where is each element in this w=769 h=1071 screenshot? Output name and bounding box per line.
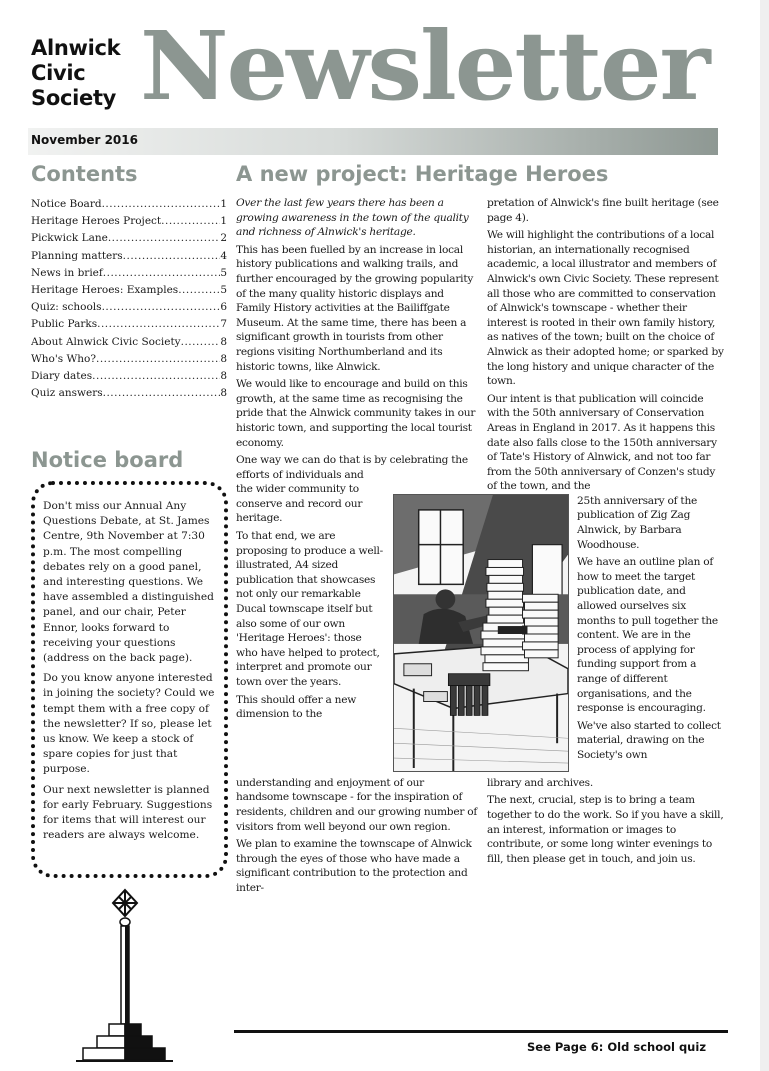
contents-item-title: Planning matters <box>31 249 123 262</box>
society-name-line: Alnwick <box>31 36 121 60</box>
leader-dots <box>108 230 221 247</box>
contents-item-page: 1 <box>220 215 227 228</box>
attic-study-illustration-icon <box>393 494 569 772</box>
article-wrap-around-image <box>577 494 727 763</box>
issue-date: November 2016 <box>31 133 138 147</box>
article-paragraph: Our intent is that publication will coincide with the 50th anniversary of Conservation Areas in England in 2017. As it happens this date also falls close to the 150th anniversary of Tate's History of Alnwick, and not too far from the 50th anniversary of Conzen's study of the town, and the <box>487 392 717 493</box>
contents-item-page: 8 <box>220 370 227 383</box>
contents-item-title: Diary dates <box>31 370 93 383</box>
contents-item-page: 4 <box>220 249 227 262</box>
contents-heading: Contents <box>31 162 138 186</box>
contents-item[interactable] <box>31 368 227 385</box>
article-paragraph: We would like to encourage and build on this growth, at the same time as recognising the pride that the Alnwick community takes in our historic town, and supporting the local tourist economy. <box>236 378 476 449</box>
contents-item[interactable] <box>31 334 227 351</box>
article-paragraph: We have an outline plan of how to meet the target publication date, and allowed ourselves six months to pull together the content. We are in the process of applying for funding support from a range of different organisations, and the response is encouraging. <box>577 556 718 715</box>
article-paragraph: pretation of Alnwick's fine built heritage (see page 4). <box>487 197 719 224</box>
newsletter-title: Newsletter <box>140 11 709 122</box>
leader-dots <box>161 213 220 230</box>
contents-item-page: 6 <box>220 301 227 314</box>
article-paragraph: library and archives. <box>487 776 593 789</box>
contents-item-title: Who's Who? <box>31 352 96 365</box>
contents-item-title: News in brief <box>31 266 103 279</box>
contents-item[interactable] <box>31 299 227 316</box>
article-paragraph: We plan to examine the townscape of Alnwick through the eyes of those who have made a significant contribution to the protection and inter- <box>236 838 472 895</box>
notice-paragraph: Our next newsletter is planned for early February. Suggestions for items that will interest our readers are always welcome. <box>43 783 213 842</box>
leader-dots <box>103 265 221 282</box>
contents-item[interactable] <box>31 385 227 402</box>
article-paragraph: This should offer a new dimension to the <box>236 693 357 721</box>
article-paragraph: The next, crucial, step is to bring a team together to do the work. So if you have a skill, an interest, information or images to contribute, or some long winter evenings to fill, then please get in touch, and join us. <box>487 794 724 865</box>
leader-dots <box>102 299 221 316</box>
footer-see-page-link[interactable]: See Page 6: Old school quiz <box>527 1040 707 1054</box>
contents-item-title: Pickwick Lane <box>31 232 108 245</box>
contents-item-page: 2 <box>220 232 227 245</box>
leader-dots <box>97 316 220 333</box>
article-paragraph: To that end, we are proposing to produce a well-illustrated, A4 sized publication that showcases not only our remarkable Ducal townscape itself but also some of our own 'Heritage Heroes': those who have helped to protect, interpret and promote our town over the years. <box>236 530 383 688</box>
article-paragraph: 25th anniversary of the publication of Zig Zag Alnwick, by Barbara Woodhouse. <box>577 494 698 551</box>
date-bar <box>28 128 718 155</box>
article-paragraph: We will highlight the contributions of a local historian, an internationally recognised academic, a local illustrator and members of Alnwick's own Civic Society. These represent all those who are committed to conservation of Alnwick's townscape - whether their interest is rooted in their own family history, as natives of the town; built on the choice of Alnwick as their adopted home; or sparked by the long history and unique character of the town. <box>487 229 724 388</box>
article-intro: Over the last few years there has been a growing awareness in the town of the quality and richness of Alnwick's heritage. <box>236 197 469 239</box>
contents-item[interactable] <box>31 265 227 282</box>
contents-item-title: Public Parks <box>31 318 98 331</box>
contents-item[interactable] <box>31 351 227 368</box>
notice-paragraph: Do you know anyone interested in joining the society? Could we tempt them with a free copy of the newsletter? If so, please let us know. We keep a stock of spare copies for just that purpose. <box>43 672 215 776</box>
article-paragraph: We've also started to collect material, drawing on the Society's own <box>577 719 721 761</box>
leader-dots <box>92 368 220 385</box>
leader-dots <box>178 282 220 299</box>
leader-dots <box>96 351 220 368</box>
contents-item-page: 8 <box>220 335 227 348</box>
society-name-line: Society <box>31 86 117 110</box>
contents-item-title: Heritage Heroes Project <box>31 215 162 228</box>
article-paragraph: This has been fuelled by an increase in local history publications and walking trails, and further encouraged by the growing popularity of the many quality historic displays and Family History activities at the Bailiffgate Museum. At the same time, there has been a significant growth in tourists from other regions visiting Northumberland and its historic towns, like Alnwick. <box>236 243 474 373</box>
contents-item[interactable] <box>31 282 227 299</box>
contents-item-page: 7 <box>220 318 227 331</box>
notice-board-heading: Notice board <box>31 448 184 472</box>
contents-item-page: 5 <box>220 266 227 279</box>
contents-list <box>31 196 227 402</box>
article-paragraph: the wider community to conserve and record our heritage. <box>236 483 363 525</box>
society-name-line: Civic <box>31 61 86 85</box>
contents-item[interactable] <box>31 316 227 333</box>
leader-dots <box>181 334 221 351</box>
society-name <box>31 36 120 111</box>
contents-item-title: About Alnwick Civic Society <box>31 335 181 348</box>
leader-dots <box>102 196 221 213</box>
page-edge-strip <box>760 0 769 1071</box>
contents-item-page: 1 <box>220 198 227 210</box>
contents-item-title: Heritage Heroes: Examples <box>31 284 179 297</box>
article-paragraph: understanding and enjoyment of our handsome townscape - for the inspiration of residents, children and our growing number of visitors from well beyond our own region. <box>236 776 478 833</box>
article-wrap-around-image <box>236 482 386 722</box>
contents-item-title: Quiz: schools <box>31 301 102 314</box>
contents-item[interactable] <box>31 196 227 213</box>
article-heading: A new project: Heritage Heroes <box>236 162 609 186</box>
contents-item-page: 5 <box>220 284 227 297</box>
contents-item-title: Notice Board <box>31 198 102 210</box>
leader-dots <box>103 385 221 402</box>
article-paragraph: One way we can do that is by celebrating the efforts of individuals and <box>236 454 468 481</box>
notice-paragraph: Don't miss our Annual Any Questions Debate, at St. James Centre, 9th November at 7:30 p.m. The most compelling debates rely on a good panel, and interesting questions. We have assembled a distinguished panel, and our chair, Peter Ennor, looks forward to receiving your questions (address on the back page). <box>43 500 214 665</box>
market-cross-logo-icon <box>68 885 198 1065</box>
notice-board-box <box>31 481 228 878</box>
contents-item-title: Quiz answers <box>31 387 103 400</box>
contents-item-page: 8 <box>220 352 227 365</box>
contents-item[interactable] <box>31 248 227 265</box>
contents-item[interactable] <box>31 230 227 247</box>
contents-item[interactable] <box>31 213 227 230</box>
contents-item-page: 8 <box>220 387 227 400</box>
leader-dots <box>123 248 221 265</box>
footer-rule <box>234 1030 728 1033</box>
